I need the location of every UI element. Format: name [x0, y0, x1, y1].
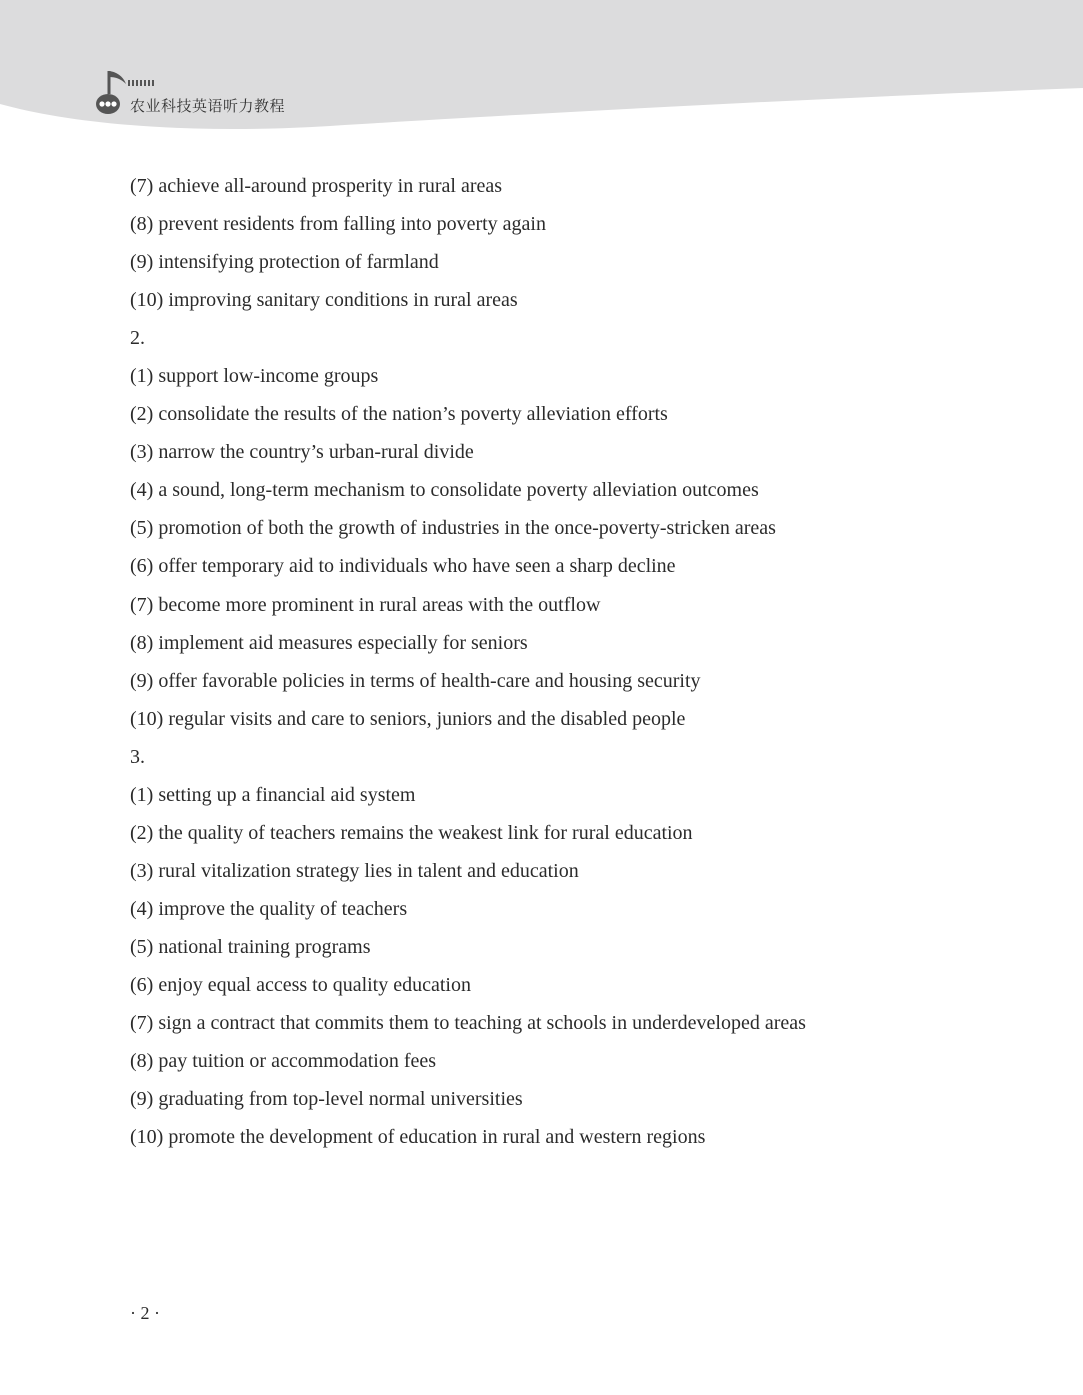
section-number: 2. — [130, 327, 145, 350]
answer-item: (4) improve the quality of teachers — [130, 897, 408, 920]
answer-item: (7) sign a contract that commits them to teaching at schools in underdeveloped areas — [130, 1012, 806, 1035]
answer-item: (1) setting up a financial aid system — [130, 783, 416, 806]
answer-item: (3) rural vitalization strategy lies in talent and education — [130, 859, 579, 882]
page-number: · 2 · — [130, 1303, 160, 1323]
answer-item: (7) achieve all-around prosperity in rural areas — [130, 175, 503, 197]
answer-item: (9) offer favorable policies in terms of health-care and housing security — [130, 669, 701, 692]
answer-item: (5) national training programs — [130, 935, 371, 958]
answer-key-list — [130, 171, 1010, 1160]
answer-item: (5) promotion of both the growth of industries in the once-poverty-stricken areas — [130, 517, 776, 540]
answer-item: (4) a sound, long-term mechanism to consolidate poverty alleviation outcomes — [130, 479, 759, 502]
answer-item: (6) offer temporary aid to individuals who have seen a sharp decline — [130, 555, 676, 578]
answer-item: (9) graduating from top-level normal universities — [130, 1088, 523, 1111]
answer-item: (2) the quality of teachers remains the weakest link for rural education — [130, 821, 693, 844]
answer-item: (2) consolidate the results of the nation’s poverty alleviation efforts — [130, 403, 668, 426]
answer-item: (9) intensifying protection of farmland — [130, 251, 439, 274]
answer-item: (10) promote the development of education in rural and western regions — [130, 1126, 706, 1149]
answer-item: (10) regular visits and care to seniors, juniors and the disabled people — [130, 707, 686, 730]
answer-item: (8) implement aid measures especially for seniors — [130, 631, 528, 654]
answer-item: (8) prevent residents from falling into poverty again — [130, 213, 546, 236]
answer-item: (3) narrow the country’s urban-rural divide — [130, 441, 474, 464]
answer-item: (6) enjoy equal access to quality education — [130, 973, 471, 996]
book-title: 农业科技英语听力教程 — [130, 97, 286, 115]
answer-item: (10) improving sanitary conditions in rural areas — [130, 289, 518, 312]
answer-item: (8) pay tuition or accommodation fees — [130, 1050, 437, 1073]
answer-item: (1) support low-income groups — [130, 365, 379, 388]
answer-item: (7) become more prominent in rural areas with the outflow — [130, 593, 601, 616]
section-number: 3. — [130, 745, 145, 768]
